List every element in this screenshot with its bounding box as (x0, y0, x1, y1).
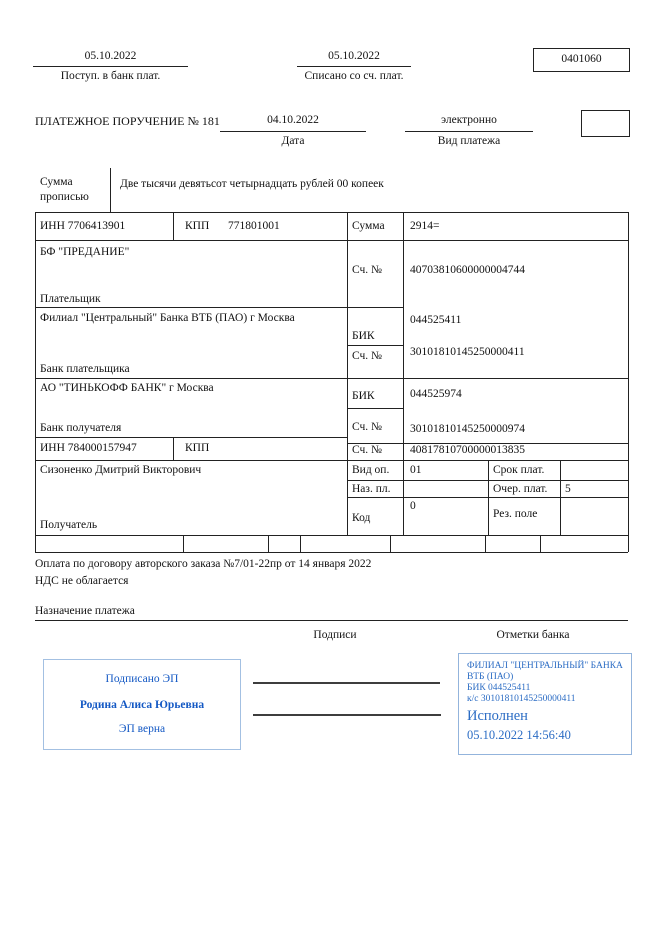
status-code-box (581, 110, 630, 137)
debited-date-underline (297, 66, 411, 67)
amount-value: 2914= (410, 220, 440, 232)
vid-op-value: 01 (410, 464, 422, 476)
purpose-line2: НДС не облагается (35, 575, 129, 587)
form-code: 0401060 (561, 53, 602, 65)
ocher-plat-label: Очер. плат. (493, 483, 548, 495)
purpose-section-label: Назначение платежа (35, 605, 135, 617)
bank-stamp-status: Исполнен (467, 708, 528, 724)
table-border (35, 460, 628, 461)
bank-stamp-bik: БИК 044525411 (467, 683, 531, 693)
payee-kpp-label: КПП (185, 442, 210, 454)
received-date-label: Поступ. в банк плат. (60, 70, 161, 82)
rez-pole-label: Рез. поле (493, 508, 538, 520)
bank-stamp-line1: ФИЛИАЛ "ЦЕНТРАЛЬНЫЙ" БАНКА (467, 661, 623, 671)
amount-words-divider (110, 168, 111, 212)
amount-words-label-line1: Сумма (40, 176, 73, 188)
vid-op-label: Вид оп. (352, 464, 390, 476)
payment-type: электронно (441, 114, 497, 126)
payee-account-label: Сч. № (352, 444, 383, 456)
empty-row-divider (300, 535, 301, 552)
doc-date: 04.10.2022 (267, 114, 319, 126)
payer-bank-name: Филиал "Центральный" Банка ВТБ (ПАО) г Москва (40, 312, 295, 324)
table-border (488, 460, 489, 535)
doc-date-label: Дата (281, 135, 305, 147)
esignature-name: Родина Алиса Юрьевна (79, 699, 205, 711)
payee-inn: ИНН 784000157947 (40, 442, 137, 454)
payment-type-underline (405, 131, 533, 132)
bank-stamp-line2: ВТБ (ПАО) (467, 672, 514, 682)
form-code-box (533, 48, 630, 72)
payee-bank-name: АО "ТИНЬКОФФ БАНК" г Москва (40, 382, 214, 394)
doc-date-underline (220, 131, 366, 132)
table-border (347, 408, 403, 409)
payee-name: Сизоненко Дмитрий Викторович (40, 464, 202, 476)
esignature-line1: Подписано ЭП (105, 673, 179, 685)
bank-stamp-corr: к/с 30101810145250000411 (467, 694, 576, 704)
bank-marks-label: Отметки банка (496, 629, 570, 641)
payment-type-label: Вид платежа (437, 135, 501, 147)
payer-bank-section-label: Банк плательщика (40, 363, 130, 375)
signature-line-1 (253, 682, 440, 684)
payee-bank-account-label: Сч. № (352, 421, 383, 433)
payee-bank-section-label: Банк получателя (40, 422, 122, 434)
payee-bank-bik: 044525974 (410, 388, 462, 400)
debited-date-label: Списано со сч. плат. (304, 70, 404, 82)
table-border (628, 212, 629, 552)
esignature-line3: ЭП верна (118, 723, 166, 735)
payer-inn: ИНН 7706413901 (40, 220, 126, 232)
empty-row-divider (183, 535, 184, 552)
kod-label: Код (352, 512, 371, 524)
purpose-underline (35, 620, 628, 621)
empty-row-divider (390, 535, 391, 552)
payee-bank-account: 30101810145250000974 (410, 423, 525, 435)
payer-kpp: 771801001 (228, 220, 280, 232)
payee-account: 40817810700000013835 (410, 444, 525, 456)
document-title: ПЛАТЕЖНОЕ ПОРУЧЕНИЕ № 181 (35, 114, 220, 128)
received-date-underline (33, 66, 188, 67)
ocher-plat-value: 5 (565, 483, 571, 495)
empty-row-divider (485, 535, 486, 552)
payer-bank-account-label: Сч. № (352, 350, 383, 362)
bank-stamp-datetime: 05.10.2022 14:56:40 (467, 728, 571, 742)
table-border (35, 212, 628, 213)
table-border (35, 212, 36, 552)
table-border (35, 240, 628, 241)
signature-line-2 (253, 714, 441, 716)
amount-label: Сумма (352, 220, 385, 232)
empty-row-divider (540, 535, 541, 552)
payee-bank-bik-label: БИК (352, 390, 375, 402)
debited-date: 05.10.2022 (328, 50, 380, 62)
naz-pl-label: Наз. пл. (352, 483, 391, 495)
esignature-stamp (43, 659, 241, 750)
payer-bank-bik-label: БИК (352, 330, 375, 342)
payer-account-label: Сч. № (352, 264, 383, 276)
srok-plat-label: Срок плат. (493, 464, 545, 476)
payer-bank-bik: 044525411 (410, 314, 462, 326)
table-border (173, 437, 174, 460)
table-border (347, 212, 348, 535)
table-border (347, 345, 403, 346)
table-border (560, 460, 561, 535)
payer-section-label: Плательщик (40, 293, 101, 305)
table-border (173, 212, 174, 240)
amount-words-value: Две тысячи девятьсот четырнадцать рублей 00 копеек (120, 178, 384, 190)
purpose-line1: Оплата по договору авторского заказа №7/01-22пр от 14 января 2022 (35, 558, 372, 570)
table-border (35, 437, 347, 438)
payee-section-label: Получатель (40, 519, 98, 531)
signatures-label: Подписи (313, 629, 357, 641)
payer-bank-account: 30101810145250000411 (410, 346, 525, 358)
table-border (403, 212, 404, 535)
empty-row-divider (268, 535, 269, 552)
bank-execution-stamp (458, 653, 632, 755)
received-date: 05.10.2022 (84, 50, 137, 62)
payer-kpp-label: КПП (185, 220, 210, 232)
payer-account: 40703810600000004744 (410, 264, 525, 276)
payer-name: БФ "ПРЕДАНИЕ" (40, 246, 130, 258)
amount-words-label-line2: прописью (40, 191, 89, 203)
table-border (35, 378, 628, 379)
table-border (35, 552, 628, 553)
kod-value: 0 (410, 500, 416, 512)
